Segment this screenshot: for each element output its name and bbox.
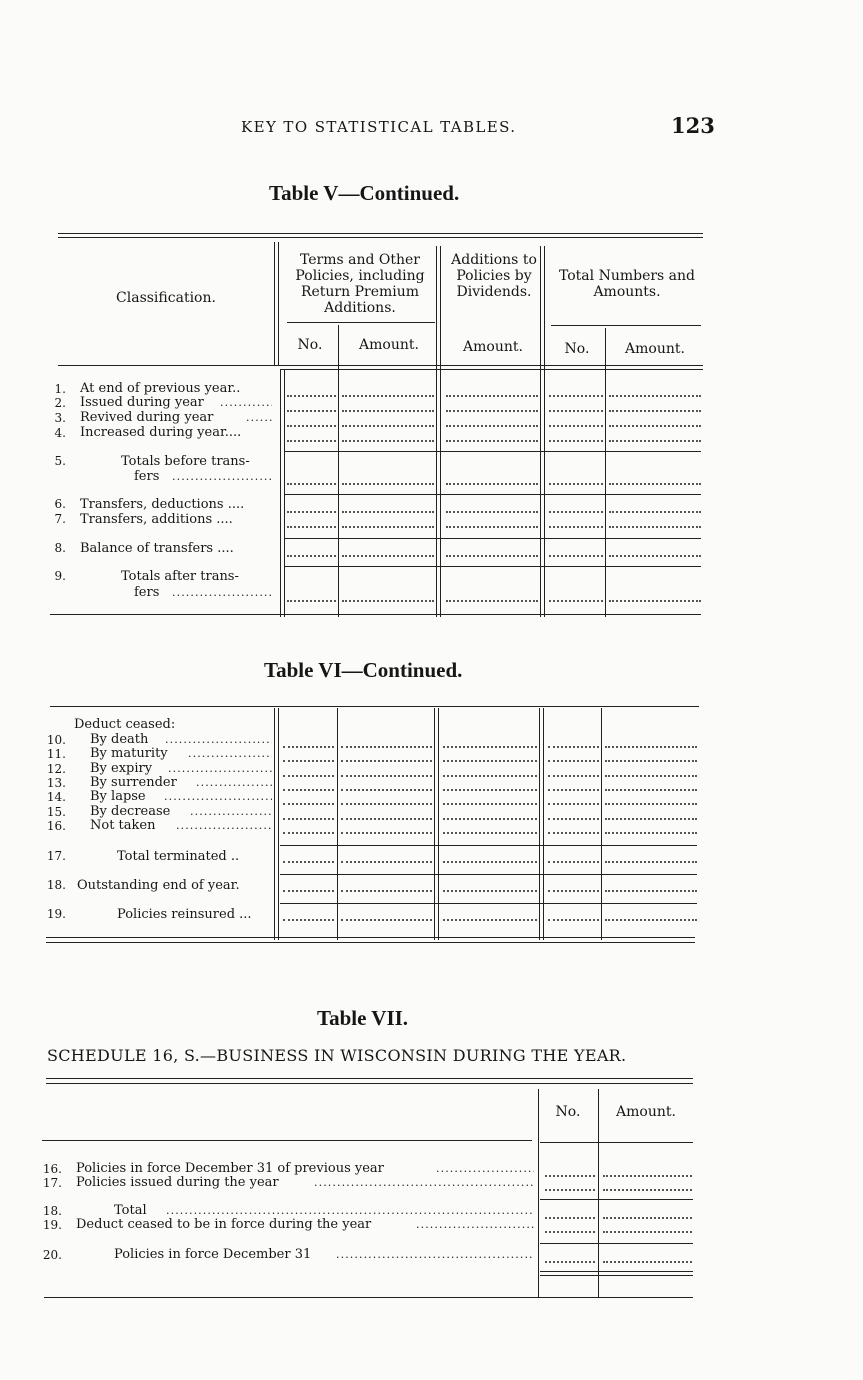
table-v-entry-dots (549, 483, 603, 485)
table-vi-entry-dots (341, 803, 432, 805)
table-v-entry-dots (342, 555, 434, 557)
table-vi-entry-dots (341, 890, 432, 892)
table-vii-rule (540, 1271, 693, 1272)
table-v-entry-dots (446, 555, 538, 557)
leader-dots (220, 396, 272, 409)
table-vii-bottom-rule (44, 1297, 693, 1298)
table-v-entry-dots (342, 410, 434, 412)
table-v-entry-dots (446, 600, 538, 602)
table-v-amount-header: Amount. (625, 341, 685, 357)
table-vi-bottom-rule-2 (46, 942, 695, 943)
table-v-row-label: Transfers, additions .... (80, 512, 233, 527)
table-v-column-rule (338, 325, 339, 617)
table-v-entry-dots (446, 511, 538, 513)
table-vii-row-label: Policies in force December 31 of previous year (76, 1161, 384, 1176)
table-vii-rule (540, 1243, 693, 1244)
table-vii-row-number: 19. (42, 1218, 62, 1232)
table-v-row-label: Transfers, deductions .... (80, 497, 245, 512)
table-v-group2-header: Additions to Policies by Dividends. (451, 252, 537, 300)
table-v-row-label: Revived during year (80, 410, 214, 425)
table-v-entry-dots (549, 511, 603, 513)
table-v-row-label: Totals before trans- (121, 454, 250, 469)
running-head: KEY TO STATISTICAL TABLES. (241, 118, 517, 136)
table-vi-row-number: 12. (46, 762, 66, 776)
table-vii-row-number: 18. (42, 1204, 62, 1218)
table-v-header-rule-2 (280, 369, 703, 370)
table-vi-row-label: By death (90, 732, 149, 747)
table-v-row-label: Totals after trans- (121, 569, 239, 584)
table-vii-entry-dots (603, 1217, 692, 1219)
table-vi-entry-dots (341, 789, 432, 791)
table-vi-row-label: Policies reinsured ... (117, 907, 252, 922)
table-vi-entry-dots (283, 760, 334, 762)
table-vi-entry-dots (548, 803, 599, 805)
table-v-rule (284, 494, 701, 495)
table-v-entry-dots (287, 511, 336, 513)
table-v-subheader-rule (287, 322, 435, 323)
table-vi-entry-dots (283, 861, 334, 863)
table-vi-entry-dots (605, 818, 697, 820)
table-vi-entry-dots (443, 861, 537, 863)
table-v-header-rule (58, 365, 703, 366)
table-vi-entry-dots (341, 775, 432, 777)
table-vii-rule (540, 1199, 693, 1200)
table-v-column-rule (605, 328, 606, 617)
table-vi-entry-dots (283, 832, 334, 834)
table-vi-row-label: Not taken (90, 818, 156, 833)
table-v-column-rule (280, 369, 281, 617)
table-v-entry-dots (446, 440, 538, 442)
table-vi-column-rule (337, 708, 338, 940)
table-vi-entry-dots (548, 746, 599, 748)
page-number: 123 (671, 113, 715, 138)
table-v-row-label: Issued during year (80, 395, 204, 410)
table-v-row-number: 8. (54, 541, 66, 555)
table-vi-row-label: By lapse (90, 789, 146, 804)
table-vi-entry-dots (341, 818, 432, 820)
leader-dots (166, 1204, 534, 1217)
table-v-entry-dots (549, 440, 603, 442)
table-v-column-rule (540, 246, 541, 617)
table-v-column-rule (278, 242, 279, 366)
table-vi-entry-dots (605, 832, 697, 834)
table-v-entry-dots (446, 526, 538, 528)
table-v-entry-dots (446, 410, 538, 412)
leader-dots (196, 776, 272, 789)
table-v-entry-dots (609, 395, 701, 397)
table-vi-column-rule (438, 708, 439, 940)
table-v-top-rule-2 (58, 237, 703, 238)
table-vii-entry-dots (545, 1261, 595, 1263)
table-vii-title: Table VII. (317, 1006, 409, 1030)
table-vi-entry-dots (443, 803, 537, 805)
table-vi-row-number: 19. (46, 907, 66, 921)
table-vii-schedule-heading: SCHEDULE 16, S.—BUSINESS IN WISCONSIN DURING THE YEAR. (47, 1046, 627, 1065)
table-vii-header-rule (42, 1140, 532, 1141)
table-vi-entry-dots (605, 890, 697, 892)
table-vi-entry-dots (605, 789, 697, 791)
table-v-amount-header: Amount. (359, 337, 419, 353)
table-v-entry-dots (287, 395, 336, 397)
table-vi-rule (280, 903, 697, 904)
table-v-entry-dots (287, 410, 336, 412)
table-v-row-label: Increased during year.... (80, 425, 242, 440)
table-v-row-number: 5. (54, 454, 66, 468)
table-vi-entry-dots (283, 803, 334, 805)
table-v-entry-dots (287, 440, 336, 442)
table-v-entry-dots (609, 483, 701, 485)
leader-dots (164, 790, 272, 803)
leader-dots (188, 747, 272, 760)
table-vi-row-number: 17. (46, 849, 66, 863)
leader-dots (165, 733, 272, 746)
table-v-row-label: At end of previous year.. (80, 381, 241, 396)
table-v-entry-dots (287, 425, 336, 427)
table-v-rule (284, 451, 701, 452)
table-v-column-rule (440, 246, 441, 617)
leader-dots (172, 470, 272, 483)
table-v-entry-dots (287, 555, 336, 557)
table-vi-entry-dots (341, 760, 432, 762)
table-vi-entry-dots (341, 861, 432, 863)
table-vi-entry-dots (283, 789, 334, 791)
table-v-entry-dots (549, 410, 603, 412)
leader-dots (416, 1218, 534, 1231)
table-vi-row-number: 11. (46, 747, 66, 761)
table-vi-row-label: Total terminated .. (117, 849, 240, 864)
table-v-entry-dots (609, 440, 701, 442)
table-vi-row-number: 16. (46, 819, 66, 833)
table-vi-entry-dots (548, 890, 599, 892)
table-v-entry-dots (549, 425, 603, 427)
table-v-row-label: Balance of transfers .... (80, 541, 234, 556)
table-vii-row-number: 17. (42, 1176, 62, 1190)
table-vii-column-rule (538, 1089, 539, 1297)
table-v-entry-dots (609, 410, 701, 412)
table-vi-row-label: Outstanding end of year. (77, 878, 240, 893)
table-v-entry-dots (549, 600, 603, 602)
table-v-amount-header: Amount. (463, 339, 523, 355)
table-vi-entry-dots (548, 789, 599, 791)
leader-dots (176, 819, 272, 832)
table-v-entry-dots (446, 483, 538, 485)
table-vi-entry-dots (605, 775, 697, 777)
table-v-top-rule (58, 233, 703, 234)
table-vi-entry-dots (548, 832, 599, 834)
leader-dots (168, 762, 272, 775)
table-v-column-rule (274, 242, 275, 366)
table-vii-rule (540, 1275, 693, 1276)
table-vi-entry-dots (605, 919, 697, 921)
table-vi-column-rule (278, 708, 279, 940)
table-v-bottom-rule (50, 614, 701, 615)
table-vi-entry-dots (443, 818, 537, 820)
leader-dots (190, 805, 272, 818)
table-v-entry-dots (609, 526, 701, 528)
table-v-entry-dots (342, 483, 434, 485)
table-vi-entry-dots (548, 818, 599, 820)
table-vii-amount-header: Amount. (616, 1104, 676, 1120)
table-vi-row-label: By expiry (90, 761, 153, 776)
table-vii-no-header: No. (555, 1104, 581, 1120)
table-vi-entry-dots (341, 919, 432, 921)
table-vi-entry-dots (605, 760, 697, 762)
table-v-no-header: No. (564, 341, 590, 357)
leader-dots (314, 1176, 534, 1189)
table-vi-entry-dots (443, 890, 537, 892)
table-v-entry-dots (342, 511, 434, 513)
table-vi-top-rule (50, 706, 699, 707)
table-v-entry-dots (287, 526, 336, 528)
table-v-entry-dots (549, 395, 603, 397)
table-vi-row-number: 18. (46, 878, 66, 892)
table-v-title: Table V—Continued. (269, 181, 460, 205)
table-vi-entry-dots (443, 919, 537, 921)
table-vi-row-label: By decrease (90, 804, 171, 819)
table-vi-entry-dots (283, 890, 334, 892)
table-v-entry-dots (342, 395, 434, 397)
table-v-rule (284, 566, 701, 567)
table-vi-entry-dots (283, 746, 334, 748)
table-vi-entry-dots (548, 775, 599, 777)
table-v-column-rule (436, 246, 437, 617)
table-v-row-number: 9. (54, 569, 66, 583)
table-vii-entry-dots (603, 1175, 692, 1177)
table-vii-row-label: Total (114, 1203, 147, 1218)
table-vi-rule (280, 845, 697, 846)
leader-dots (172, 586, 272, 599)
table-vi-entry-dots (341, 832, 432, 834)
table-v-entry-dots (287, 483, 336, 485)
table-v-row-number: 6. (54, 497, 66, 511)
table-vii-row-number: 20. (42, 1248, 62, 1262)
table-vii-entry-dots (603, 1231, 692, 1233)
table-v-entry-dots (342, 600, 434, 602)
table-vii-row-number: 16. (42, 1162, 62, 1176)
table-vi-entry-dots (605, 861, 697, 863)
table-v-subheader-rule (551, 325, 701, 326)
table-vi-entry-dots (283, 775, 334, 777)
table-vii-row-label: Policies in force December 31 (114, 1247, 312, 1262)
table-vi-entry-dots (605, 746, 697, 748)
table-v-entry-dots (609, 600, 701, 602)
table-vi-row-number: 10. (46, 733, 66, 747)
table-vi-entry-dots (548, 760, 599, 762)
table-vi-title: Table VI—Continued. (264, 658, 463, 682)
table-v-row-label: fers (134, 585, 160, 600)
table-vi-entry-dots (548, 861, 599, 863)
table-v-entry-dots (609, 425, 701, 427)
table-vii-entry-dots (545, 1217, 595, 1219)
table-v-entry-dots (342, 440, 434, 442)
leader-dots (336, 1248, 534, 1261)
table-vi-row-label: By surrender (90, 775, 177, 790)
table-vi-column-rule (434, 708, 435, 940)
table-vi-rule (280, 874, 697, 875)
table-vi-entry-dots (443, 775, 537, 777)
table-v-row-label: fers (134, 469, 160, 484)
table-v-entry-dots (446, 395, 538, 397)
table-v-rule (284, 538, 701, 539)
table-v-entry-dots (446, 425, 538, 427)
table-v-row-number: 4. (54, 426, 66, 440)
table-v-entry-dots (549, 555, 603, 557)
table-vi-entry-dots (443, 832, 537, 834)
table-vi-column-rule (539, 708, 540, 940)
table-vii-row-label: Deduct ceased to be in force during the year (76, 1217, 372, 1232)
leader-dots (436, 1162, 534, 1175)
table-vi-entry-dots (443, 746, 537, 748)
table-vii-entry-dots (545, 1231, 595, 1233)
table-vi-row-number: 14. (46, 790, 66, 804)
leader-dots (246, 411, 272, 424)
table-vi-entry-dots (443, 760, 537, 762)
table-vii-entry-dots (603, 1189, 692, 1191)
table-v-row-number: 2. (54, 396, 66, 410)
table-vi-row-number: 15. (46, 805, 66, 819)
table-vii-column-rule (598, 1089, 599, 1297)
table-v-entry-dots (342, 425, 434, 427)
table-v-entry-dots (609, 555, 701, 557)
table-vi-column-rule (601, 708, 602, 940)
table-vii-header-rule (540, 1142, 693, 1143)
table-vii-entry-dots (545, 1189, 595, 1191)
table-vi-entry-dots (605, 803, 697, 805)
table-vi-bottom-rule (46, 937, 695, 938)
table-vii-entry-dots (603, 1261, 692, 1263)
table-vi-entry-dots (443, 789, 537, 791)
table-vi-column-rule (543, 708, 544, 940)
table-vii-top-rule (46, 1078, 693, 1079)
table-v-classification-header: Classification. (116, 290, 216, 306)
table-v-column-rule (544, 246, 545, 617)
table-vi-entry-dots (341, 746, 432, 748)
table-v-group1-header: Terms and Other Policies, including Return Premium Additions. (295, 252, 425, 316)
table-v-row-number: 7. (54, 512, 66, 526)
table-v-entry-dots (549, 526, 603, 528)
table-v-entry-dots (287, 600, 336, 602)
table-vi-row-label: By maturity (90, 746, 168, 761)
table-v-row-number: 1. (54, 382, 66, 396)
table-vi-column-rule (274, 708, 275, 940)
table-v-entry-dots (609, 511, 701, 513)
table-v-row-number: 3. (54, 411, 66, 425)
table-vii-top-rule-2 (46, 1083, 693, 1084)
table-vii-row-label: Policies issued during the year (76, 1175, 279, 1190)
table-vii-entry-dots (545, 1175, 595, 1177)
table-v-entry-dots (342, 526, 434, 528)
table-vi-row-number: 13. (46, 776, 66, 790)
table-v-no-header: No. (297, 337, 323, 353)
table-vi-entry-dots (283, 818, 334, 820)
table-v-group3-header: Total Numbers and Amounts. (558, 268, 696, 300)
table-vi-section-label: Deduct ceased: (74, 717, 176, 732)
table-v-column-rule (284, 369, 285, 617)
table-vi-entry-dots (548, 919, 599, 921)
table-vi-entry-dots (283, 919, 334, 921)
